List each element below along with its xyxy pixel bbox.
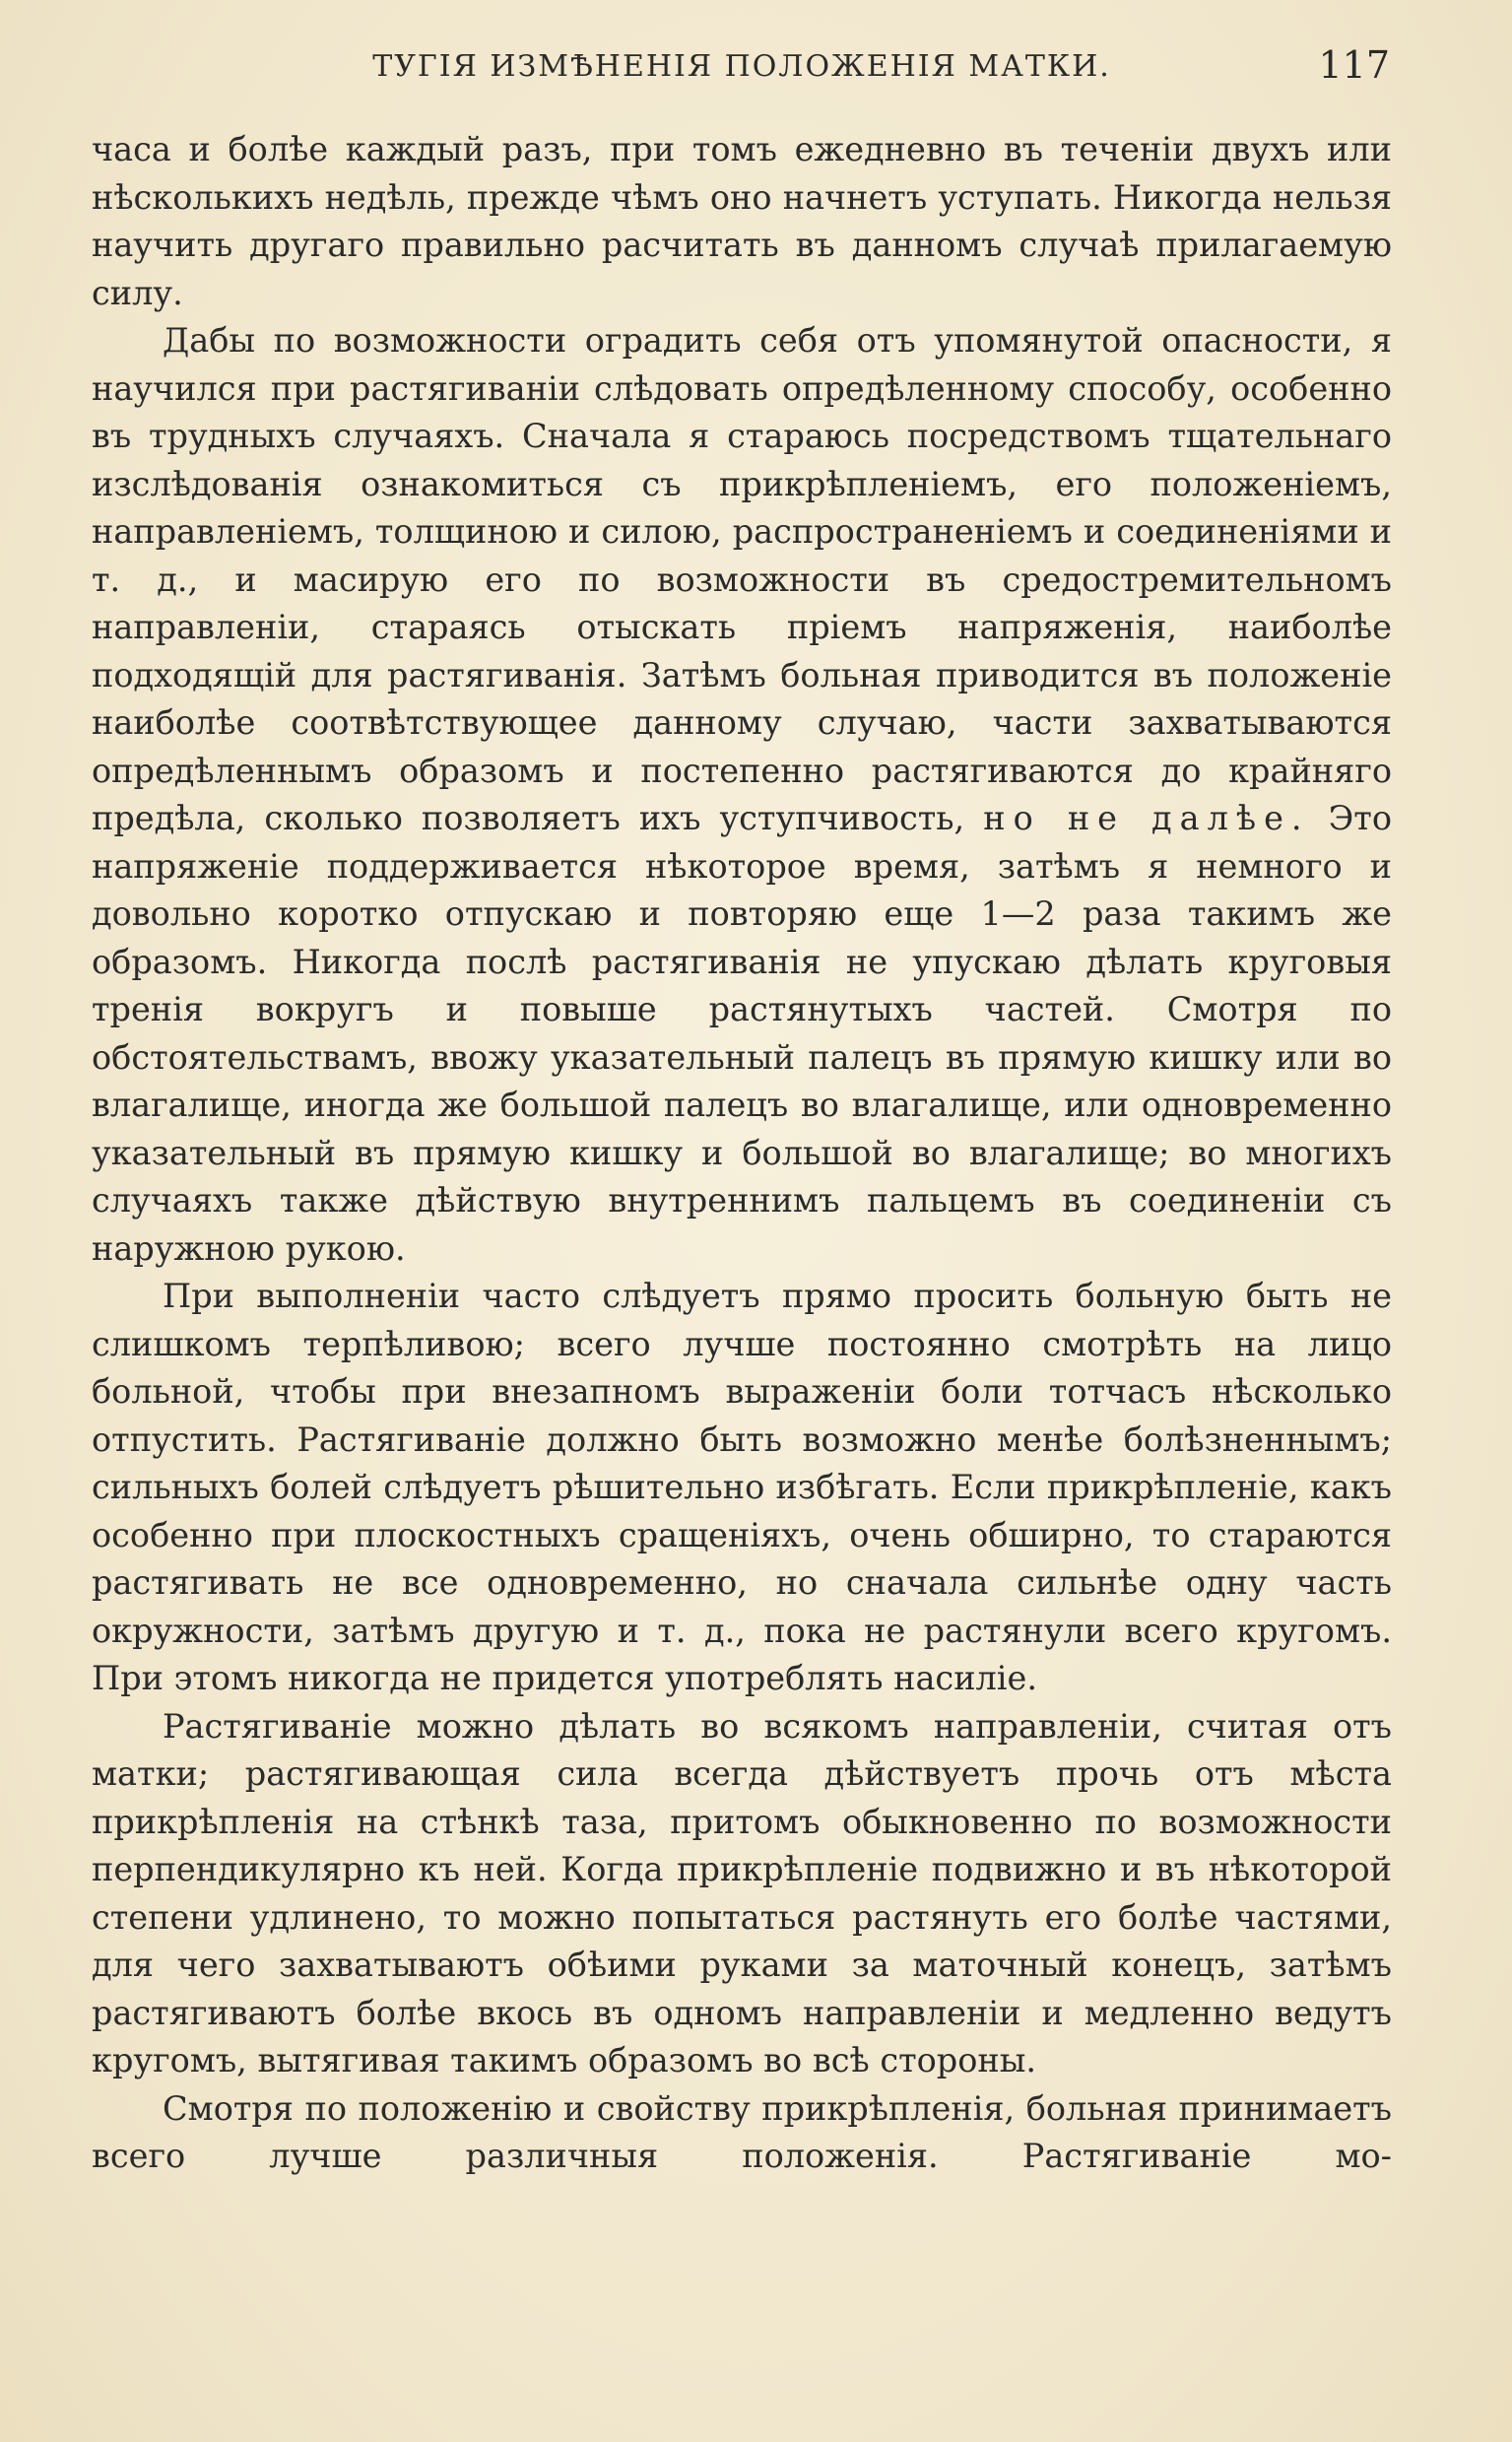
- page-number: 117: [1318, 43, 1390, 87]
- body-text: [92, 126, 1392, 2181]
- emphasized-phrase: но не далѣе.: [983, 799, 1310, 837]
- paragraph-1: часа и болѣе каждый разъ, при томъ ежедневно въ теченіи двухъ или нѣсколькихъ недѣль, прежде чѣмъ оно начнетъ уступать. Никогда нельзя научить другаго правильно расчитать въ данномъ случаѣ прилагаемую силу.: [92, 130, 1392, 312]
- paragraph-2-after: Это напряженіе поддерживается нѣкоторое время, затѣмъ я немного и довольно коротко отпускаю и повторяю еще 1—2 раза такимъ же образомъ. Никогда послѣ растягиванія не упускаю дѣлать круговыя тренія вокругъ и повыше растянутыхъ частей. Смотря по обстоятельствамъ, ввожу указательный палецъ въ прямую кишку или во влагалище, иногда же большой палецъ во влагалище, или одновременно указательный въ прямую кишку и большой во влагалище; во многихъ случаяхъ также дѣйствую внутреннимъ пальцемъ въ соединеніи съ наружною рукою.: [92, 799, 1392, 1268]
- paragraph-3: При выполненіи часто слѣдуетъ прямо просить больную быть не слишкомъ терпѣливою; всего лучше постоянно смотрѣть на лицо больной, чтобы при внезапномъ выраженіи боли тотчасъ нѣсколько отпустить. Растягиваніе должно быть возможно менѣе болѣзненнымъ; сильныхъ болей слѣдуетъ рѣшительно избѣгать. Если прикрѣпленіе, какъ особенно при плоскостныхъ сращеніяхъ, очень обширно, то стараются растягивать не все одновременно, но сначала сильнѣе одну часть окружности, затѣмъ другую и т. д., пока не растянули всего кругомъ. При этомъ никогда не придется употреблять насиліе.: [92, 1277, 1392, 1697]
- paragraph-2-before: Дабы по возможности оградить себя отъ упомянутой опасности, я научился при растягиваніи слѣдовать опредѣленному способу, особенно въ трудныхъ случаяхъ. Сначала я стараюсь посредствомъ тщательнаго изслѣдованія ознакомиться съ прикрѣпленіемъ, его положеніемъ, направленіемъ, толщиною и силою, распространеніемъ и соединеніями и т. д., и масирую его по возможности въ средостремительномъ направленіи, стараясь отыскать пріемъ напряженія, наиболѣе подходящій для растягиванія. Затѣмъ больная приводится въ положеніе наиболѣе соотвѣтствующее данному случаю, части захватываются опредѣленнымъ образомъ и постепенно растягиваются до крайняго предѣла, сколько позволяетъ ихъ уступчивость,: [92, 321, 1392, 837]
- paragraph-4: Растягиваніе можно дѣлать во всякомъ направленіи, считая отъ матки; растягивающая сила всегда дѣйствуетъ прочь отъ мѣста прикрѣпленія на стѣнкѣ таза, притомъ обыкновенно по возможности перпендикулярно къ ней. Когда прикрѣпленіе подвижно и въ нѣкоторой степени удлинено, то можно попытаться растянуть его болѣе частями, для чего захватываютъ обѣими руками за маточный конецъ, затѣмъ растягиваютъ болѣе вкось въ одномъ направленіи и медленно ведутъ кругомъ, вытягивая такимъ образомъ во всѣ стороны.: [92, 1706, 1392, 2079]
- paragraph-5: Смотря по положенію и свойству прикрѣпленія, больная принимаетъ всего лучше различныя положенія. Растягиваніе мо-: [92, 2088, 1392, 2175]
- running-title: ТУГІЯ ИЗМѢНЕНІЯ ПОЛОЖЕНІЯ МАТКИ.: [372, 49, 1111, 84]
- page-header: [92, 43, 1392, 93]
- paragraph-2: [92, 317, 1392, 1273]
